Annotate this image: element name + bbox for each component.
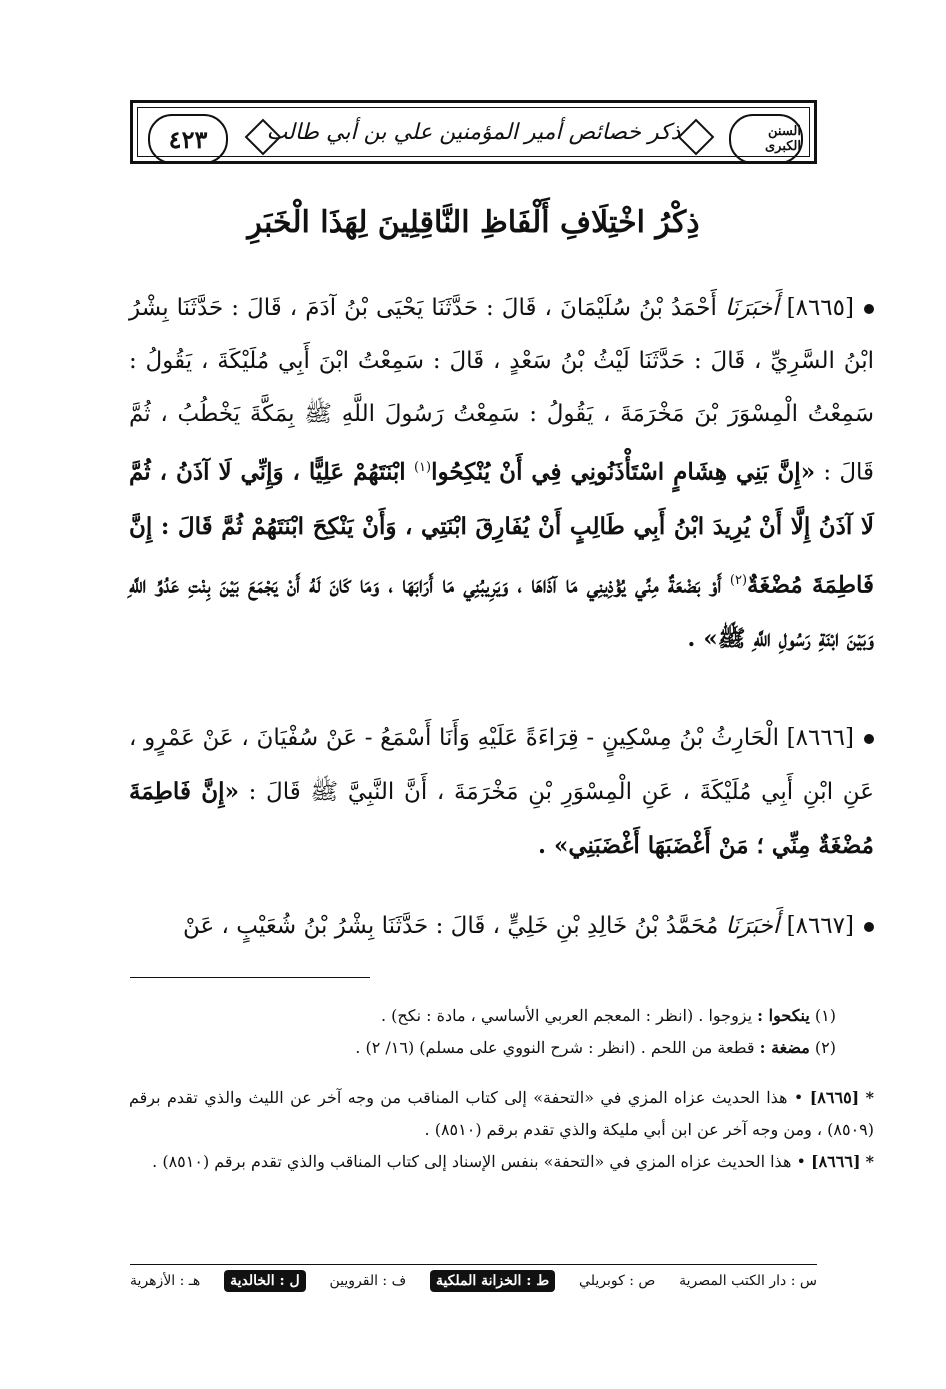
hadith-number: [٨٦٦٦] xyxy=(786,725,855,751)
hadith-opening: أَخبَرَنَا xyxy=(724,295,779,321)
note-item: * [٨٦٦٥] • هذا الحديث عزاه المزي في «التحفة» إلى كتاب المناقب من وجه آخر عن الليث والذي تقدم برقم (٨٥٠٩) ، ومن وجه آخر عن ابن أبي مليكة والذي تقدم برقم (٨٥١٠) . xyxy=(129,1088,874,1139)
hadith-number: [٨٦٦٥] xyxy=(786,295,854,321)
hadith-8667 xyxy=(129,900,874,953)
footnote-item: (١) ينكحوا : يزوجوا . (انظر : المعجم العربي الأساسي ، مادة : نكح) . xyxy=(380,1006,836,1025)
matn-quote: أَوْ بَضْعَةٌ مِنِّي يُؤْذِينِي مَا آذَاهَا ، وَيَرِيبُنِي مَا أَرَابَهَا ، وَمَا كَانَ لَهُ أَنْ يَجْمَعَ بَيْنَ بِنْتِ عَدُوِّ اللَّهِ وَبَيْنَ ابْنَةِ رَسُولِ اللَّهِ ﷺ» . xyxy=(129,571,874,653)
footnote-ref: (١) xyxy=(413,460,432,475)
book-emblem: السنن الكبرى xyxy=(729,114,803,164)
bullet-icon xyxy=(864,304,874,314)
source-label: ف : القرويين xyxy=(329,1273,407,1289)
header-frame xyxy=(137,107,810,157)
isnad-text: مُحَمَّدُ بْنُ خَالِدِ بْنِ خَلِيٍّ ، قَالَ : حَدَّثَنَا بِشْرُ بْنُ شُعَيْبٍ ، عَنْ xyxy=(183,913,719,939)
running-title: ذكر خصائص أمير المؤمنين علي بن أبي طالب xyxy=(266,120,681,145)
hadith-8665 xyxy=(129,282,874,666)
source-label: ص : كوبريلي xyxy=(579,1273,656,1289)
matn-quote: «إِنَّ فَاطِمَةَ مُضْغَةٌ مِنِّي ؛ مَنْ أَغْضَبَهَا أَغْضَبَنِي» . xyxy=(129,778,874,859)
source-label-highlighted: ل : الخالدية xyxy=(224,1270,306,1292)
bullet-icon xyxy=(864,922,874,932)
footnote-item: (٢) مضغة : قطعة من اللحم . (انظر : شرح النووي على مسلم) (١٦/ ٢) . xyxy=(355,1038,836,1057)
source-label: س : دار الكتب المصرية xyxy=(679,1273,817,1289)
section-title: ذِكْرُ اخْتِلَافِ أَلْفَاظِ النَّاقِلِينَ لِهَذَا الْخَبَرِ xyxy=(247,205,700,240)
page-number: ٤٢٣ xyxy=(148,114,228,164)
footnote-separator xyxy=(130,977,370,978)
matn-quote: ابْنَتَهُمْ عَلِيًّا ، وَإِنِّي لَا آذَنُ ، ثُمَّ لَا آذَنُ إِلَّا أَنْ يُرِيدَ ابْنُ أَبِي طَالِبٍ أَنْ يُفَارِقَ ابْنَتِي ، وَأَنْ يَنْكِحَ ابْنَتَهُمْ ثُمَّ قَالَ : إِنَّ فَاطِمَةَ مُضْغَةٌ xyxy=(129,458,874,599)
note-item: * [٨٦٦٦] • هذا الحديث عزاه المزي في «التحفة» بنفس الإسناد إلى كتاب المناقب والذي تقدم برقم (٨٥١٠) . xyxy=(152,1152,874,1171)
bottom-rule xyxy=(130,1264,817,1265)
bullet-icon xyxy=(864,734,874,744)
editor-notes xyxy=(129,1082,874,1178)
source-label-highlighted: ط : الخزانة الملكية xyxy=(430,1270,555,1292)
isnad-text: أَحْمَدُ بْنُ سُلَيْمَانَ ، قَالَ : حَدَّثَنَا يَحْيَى بْنُ آدَمَ ، قَالَ : حَدَّثَنَا بِشْرُ ابْنُ السَّرِيِّ ، قَالَ : حَدَّثَنَا لَيْثُ بْنُ سَعْدٍ ، قَالَ : سَمِعْتُ ابْنَ أَبِي مُلَيْكَةَ ، يَقُولُ : سَمِعْتُ الْمِسْوَرَ بْنَ مَخْرَمَةَ ، يَقُولُ : سَمِعْتُ رَسُولَ اللَّهِ ﷺ بِمَكَّةَ يَخْطُبُ ، ثُمَّ قَالَ : xyxy=(129,295,875,486)
page-header xyxy=(130,100,817,164)
hadith-opening: أَخبَرَنَا xyxy=(725,913,780,939)
matn-quote: «إِنَّ بَنِي هِشَامٍ اسْتَأْذَنُونِي فِي أَنْ يُنْكِحُوا xyxy=(431,458,816,486)
hadith-8666 xyxy=(129,712,874,873)
source-label: هـ : الأزهرية xyxy=(130,1273,201,1289)
footnotes xyxy=(130,1000,836,1064)
manuscript-sources xyxy=(130,1270,817,1292)
isnad-text: الْحَارِثُ بْنُ مِسْكِينٍ - قِرَاءَةً عَلَيْهِ وَأَنَا أَسْمَعُ - عَنْ سُفْيَانَ ، عَنْ عَمْرٍو ، عَنِ ابْنِ أَبِي مُلَيْكَةَ ، عَنِ الْمِسْوَرِ بْنِ مَخْرَمَةَ ، أَنَّ النَّبِيَّ ﷺ قَالَ : xyxy=(129,725,874,805)
hadith-number: [٨٦٦٧] xyxy=(786,913,854,939)
footnote-ref: (٢) xyxy=(729,572,748,588)
